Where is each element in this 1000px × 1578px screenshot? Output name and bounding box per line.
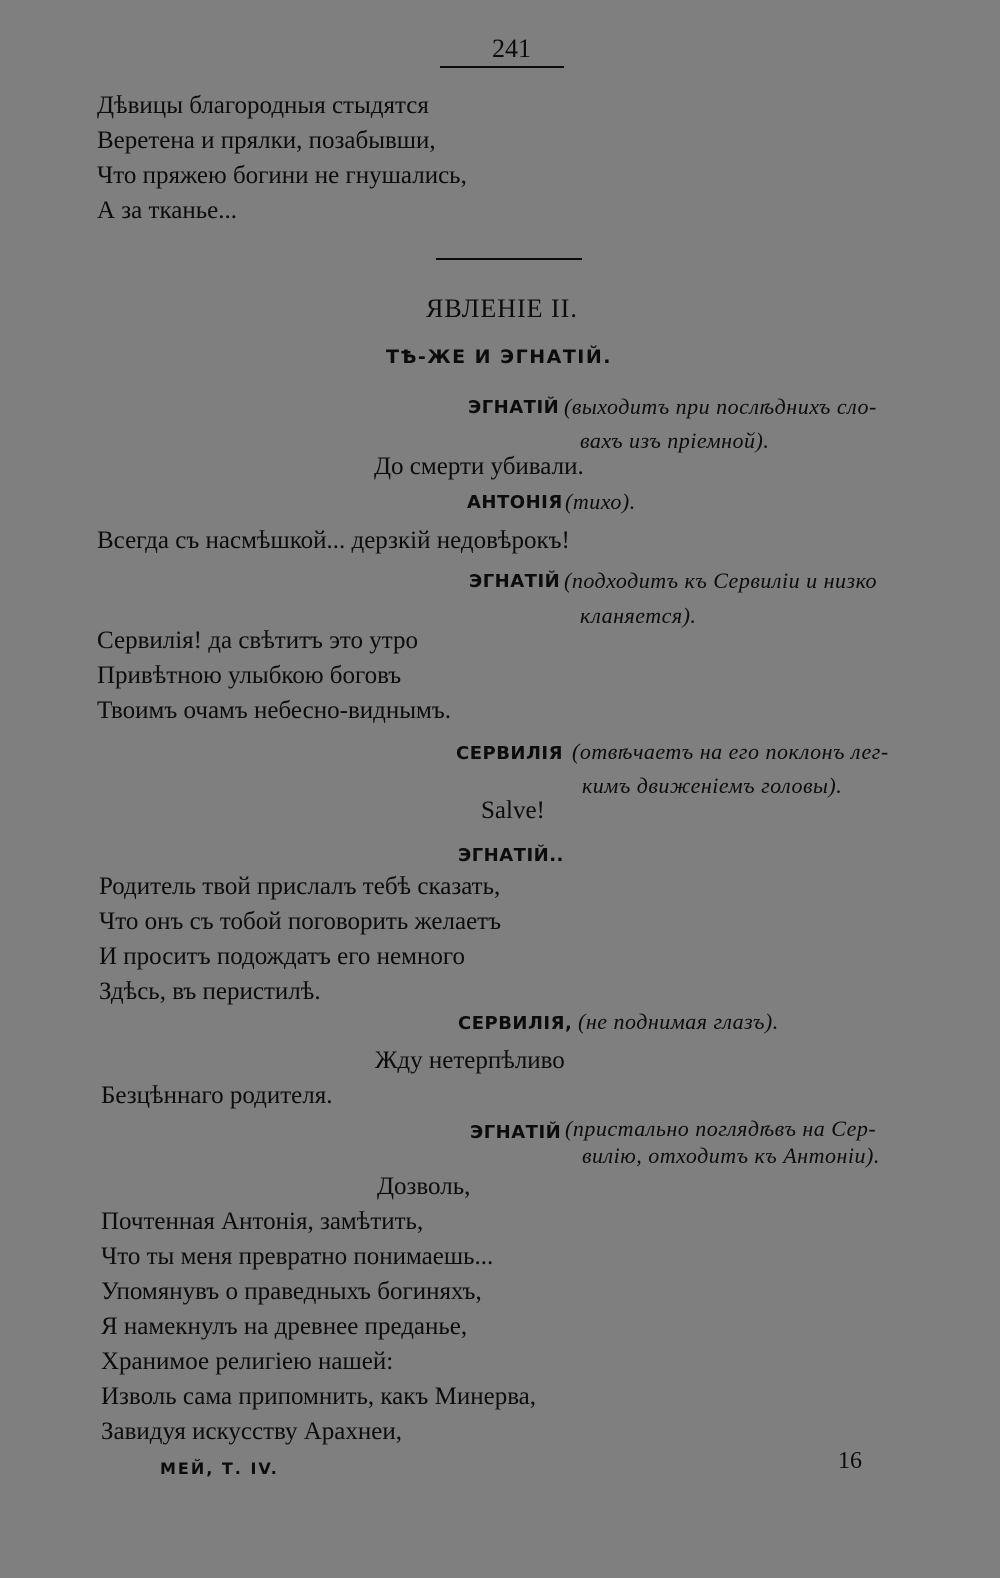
verse-line: Дѣвицы благородныя стыдятся xyxy=(97,92,429,119)
verse-line: Что ты меня превратно понимаешь... xyxy=(101,1243,494,1270)
speaker-name: ЭГНАТІЙ xyxy=(470,1122,562,1143)
stage-direction: (пристально поглядѣвъ на Сер- xyxy=(565,1116,877,1141)
verse-line: Что онъ съ тобой поговорить желаетъ xyxy=(99,908,502,935)
stage-direction: (отвѣчаетъ на его поклонъ лег- xyxy=(572,739,889,764)
verse-line: Salve! xyxy=(481,797,545,824)
header-rule xyxy=(440,66,564,68)
speaker-name: СЕРВИЛІЯ, xyxy=(458,1013,573,1034)
verse-line: Что пряжею богини не гнушались, xyxy=(97,162,467,189)
speaker-name: ЭГНАТІЙ xyxy=(468,397,560,418)
stage-direction: (не поднимая глазъ). xyxy=(578,1009,779,1034)
verse-line: Привѣтною улыбкою боговъ xyxy=(97,662,402,689)
verse-line: До смерти убивали. xyxy=(374,453,584,480)
verse-line: Я намекнулъ на древнее преданье, xyxy=(101,1313,468,1340)
footer-signature: МЕЙ, Т. IV. xyxy=(160,1459,279,1478)
page-number: 241 xyxy=(492,34,531,63)
scene-title: ЯВЛЕНІЕ II. xyxy=(426,294,578,323)
stage-direction: (выходитъ при послѣднихъ сло- xyxy=(564,394,877,419)
verse-line: Безцѣннаго родителя. xyxy=(101,1082,333,1109)
speaker-name: АНТОНІЯ xyxy=(467,492,563,513)
stage-direction: вилію, отходитъ къ Антоніи). xyxy=(582,1143,880,1168)
speaker-name: ЭГНАТІЙ.. xyxy=(458,845,564,866)
scene-cast: ТѢ-ЖЕ И ЭГНАТІЙ. xyxy=(386,346,612,368)
verse-line: Хранимое религіею нашей: xyxy=(101,1348,394,1375)
verse-line: Веретена и прялки, позабывши, xyxy=(97,127,436,154)
verse-line: И проситъ подождатъ его немного xyxy=(99,943,465,970)
speaker-name: ЭГНАТІЙ xyxy=(469,571,561,592)
verse-line: Изволь сама припомнить, какъ Минерва, xyxy=(101,1383,537,1410)
verse-line: Жду нетерпѣливо xyxy=(375,1047,565,1074)
verse-line: Почтенная Антонія, замѣтить, xyxy=(101,1208,424,1235)
verse-line: Здѣсь, въ перистилѣ. xyxy=(99,978,321,1005)
verse-line: Упомянувъ о праведныхъ богиняхъ, xyxy=(101,1278,482,1305)
verse-line: Завидуя искусству Арахнеи, xyxy=(101,1418,402,1445)
stage-direction: кланяется). xyxy=(580,603,697,628)
verse-line: Сервилія! да свѣтитъ это утро xyxy=(97,627,419,654)
verse-line: Всегда съ насмѣшкой... дерзкій недовѣрокъ! xyxy=(97,527,570,554)
stage-direction: кимъ движеніемъ головы). xyxy=(582,773,843,798)
speaker-name: СЕРВИЛІЯ xyxy=(456,743,563,764)
sheet-number: 16 xyxy=(838,1448,862,1474)
stage-direction: (подходитъ къ Сервиліи и низко xyxy=(564,568,878,593)
verse-line: Твоимъ очамъ небесно-виднымъ. xyxy=(97,697,452,724)
verse-line: Дозволь, xyxy=(377,1173,471,1200)
verse-line: А за тканье... xyxy=(97,197,237,224)
stage-direction: вахъ изъ пріемной). xyxy=(580,428,770,453)
verse-line: Родитель твой прислалъ тебѣ сказать, xyxy=(99,873,501,900)
scene-divider xyxy=(436,258,582,260)
stage-direction: (тихо). xyxy=(565,489,636,514)
